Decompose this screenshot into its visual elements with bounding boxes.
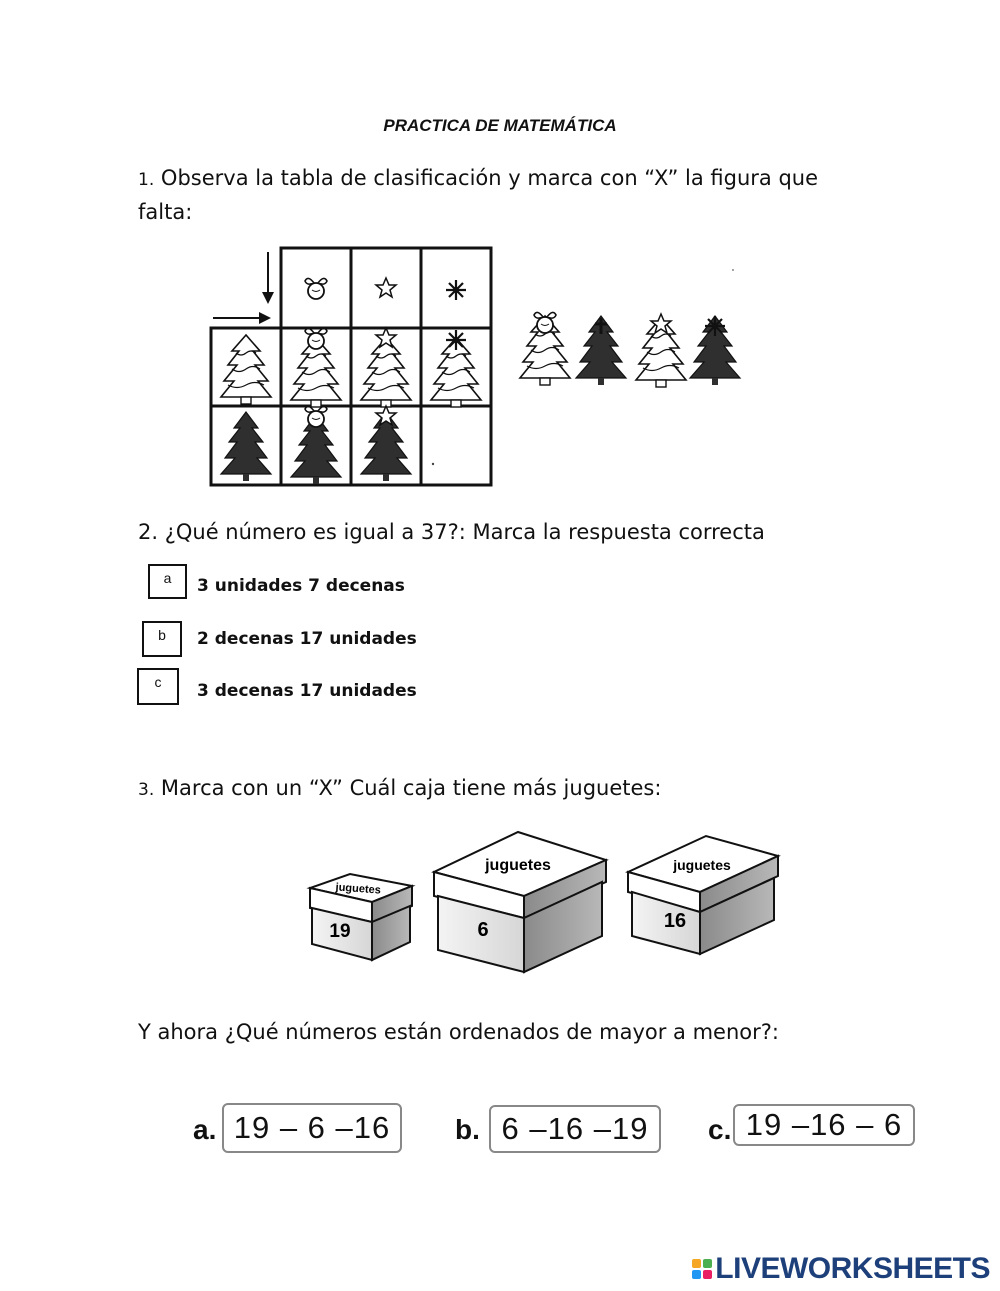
question-1-line1: Observa la tabla de clasificación y marca con “X” la figura que [154, 166, 819, 190]
box-6-word: juguetes [485, 857, 551, 874]
box-19[interactable] [310, 874, 412, 960]
down-arrow-icon [262, 252, 274, 304]
box-19-word: juguetes [335, 881, 382, 897]
order-option-a-letter: a. [193, 1114, 217, 1145]
box-19-number: 19 [329, 921, 351, 942]
question-3-prompt: Marca con un “X” Cuál caja tiene más juguetes: [154, 776, 662, 800]
box-16-word: juguetes [673, 857, 731, 873]
box-16-number: 16 [663, 910, 687, 932]
outline-star-icon [376, 278, 396, 297]
question-1-text [138, 162, 858, 228]
order-option-b-box[interactable]: 6 –16 –19 [489, 1105, 661, 1153]
option-a-checkbox[interactable]: a [148, 564, 187, 599]
ornament-ball-icon [305, 278, 327, 299]
choice-filled-tree-sparkle[interactable] [690, 316, 740, 385]
order-option-c-letter: c. [708, 1114, 732, 1145]
order-option-a-box[interactable]: 19 – 6 –16 [222, 1103, 402, 1153]
filled-tree-star-icon [361, 412, 411, 481]
choice-filled-tree-cross[interactable] [576, 316, 626, 385]
logo-text: LIVEWORKSHEETS [715, 1252, 990, 1285]
right-arrow-icon [213, 312, 271, 324]
order-option-b-letter: b. [455, 1114, 480, 1145]
toy-boxes [300, 826, 790, 986]
sparkle-star-icon [446, 280, 466, 300]
box-6-number: 6 [477, 919, 489, 941]
option-a-label: 3 unidades 7 decenas [197, 576, 405, 596]
classification-table [205, 240, 765, 495]
logo-mark-icon [692, 1259, 712, 1279]
question-4-text: Y ahora ¿Qué números están ordenados de mayor a menor?: [138, 1020, 779, 1044]
box-16[interactable] [628, 836, 778, 954]
liveworksheets-logo [692, 1252, 990, 1286]
outline-tree-icon [221, 335, 271, 404]
option-b-checkbox[interactable]: b [142, 621, 182, 657]
question-2-text: 2. ¿Qué número es igual a 37?: Marca la respuesta correcta [138, 520, 765, 544]
box-6[interactable] [434, 832, 606, 972]
question-3-number: 3. [138, 780, 155, 800]
question-1-number: 1. [138, 170, 155, 190]
order-option-c-box[interactable]: 19 –16 – 6 [733, 1104, 915, 1146]
option-c-label: 3 decenas 17 unidades [197, 681, 417, 701]
question-3-text [138, 772, 661, 806]
page-title: PRACTICA DE MATEMÁTICA [383, 116, 617, 135]
option-c-checkbox[interactable]: c [137, 668, 179, 705]
option-b-label: 2 decenas 17 unidades [197, 629, 417, 649]
filled-tree-icon [221, 412, 271, 481]
question-1-line2: falta: [138, 200, 193, 224]
choice-outline-tree-star[interactable] [636, 314, 686, 387]
outline-tree-star-icon [361, 338, 411, 407]
choice-outline-tree-ball[interactable] [520, 312, 570, 385]
